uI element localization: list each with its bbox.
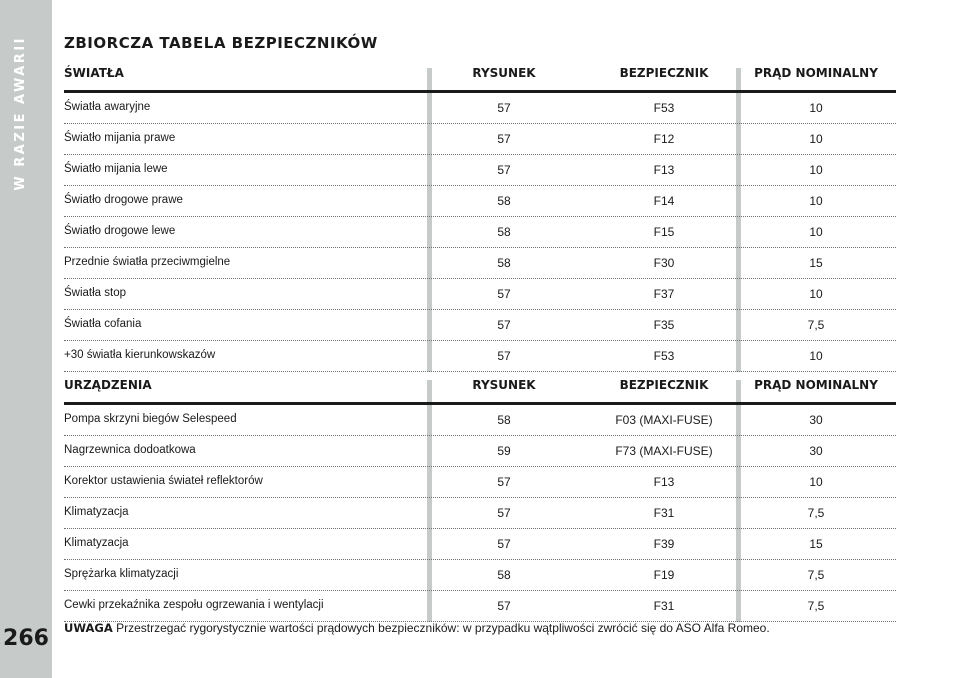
table-row bbox=[64, 279, 896, 310]
row-current: 10 bbox=[809, 194, 823, 208]
lights-table bbox=[64, 60, 896, 372]
header-fuse: BEZPIECZNIK bbox=[619, 378, 709, 392]
row-current: 15 bbox=[809, 537, 823, 551]
row-figure: 59 bbox=[497, 444, 511, 458]
row-current: 7,5 bbox=[807, 318, 825, 332]
table-row bbox=[64, 436, 896, 467]
sidebar bbox=[0, 0, 52, 678]
row-fuse: F03 (MAXI-FUSE) bbox=[615, 413, 713, 427]
row-fuse: F53 bbox=[653, 101, 675, 115]
table-row bbox=[64, 560, 896, 591]
row-name: Pompa skrzyni biegów Selespeed bbox=[64, 413, 237, 425]
header-name: URZĄDZENIA bbox=[64, 378, 152, 392]
row-current: 7,5 bbox=[807, 568, 825, 582]
row-name: Światło mijania lewe bbox=[64, 163, 168, 175]
note-label: UWAGA bbox=[64, 621, 113, 635]
devices-table bbox=[64, 372, 896, 622]
row-name: Światła stop bbox=[64, 287, 127, 299]
header-figure: RYSUNEK bbox=[472, 66, 536, 80]
page-number: 266 bbox=[3, 626, 49, 651]
table-row bbox=[64, 93, 896, 124]
row-figure: 58 bbox=[497, 194, 511, 208]
row-fuse: F14 bbox=[653, 194, 675, 208]
table-header bbox=[64, 372, 896, 402]
table-row bbox=[64, 467, 896, 498]
warning-note bbox=[64, 621, 770, 635]
row-fuse: F53 bbox=[653, 349, 675, 363]
row-figure: 57 bbox=[497, 475, 511, 489]
row-figure: 57 bbox=[497, 349, 511, 363]
row-figure: 58 bbox=[497, 256, 511, 270]
row-name: Korektor ustawienia świateł reflektorów bbox=[64, 475, 263, 487]
row-name: Przednie światła przeciwmgielne bbox=[64, 256, 231, 268]
row-fuse: F30 bbox=[653, 256, 675, 270]
row-current: 10 bbox=[809, 225, 823, 239]
row-current: 10 bbox=[809, 475, 823, 489]
row-current: 10 bbox=[809, 163, 823, 177]
row-current: 15 bbox=[809, 256, 823, 270]
row-current: 30 bbox=[809, 413, 823, 427]
row-current: 10 bbox=[809, 287, 823, 301]
row-name: Klimatyzacja bbox=[64, 506, 129, 518]
row-name: Światło mijania prawe bbox=[64, 132, 176, 144]
table-row bbox=[64, 186, 896, 217]
table-row bbox=[64, 124, 896, 155]
row-name: Światła awaryjne bbox=[64, 101, 151, 113]
row-fuse: F12 bbox=[653, 132, 675, 146]
row-fuse: F13 bbox=[653, 475, 675, 489]
row-figure: 58 bbox=[497, 225, 511, 239]
row-name: Nagrzewnica dodoatkowa bbox=[64, 444, 196, 456]
row-figure: 57 bbox=[497, 101, 511, 115]
row-current: 10 bbox=[809, 101, 823, 115]
row-fuse: F37 bbox=[653, 287, 675, 301]
row-current: 10 bbox=[809, 132, 823, 146]
row-current: 10 bbox=[809, 349, 823, 363]
row-name: Sprężarka klimatyzacji bbox=[64, 568, 179, 580]
row-fuse: F31 bbox=[653, 506, 675, 520]
header-figure: RYSUNEK bbox=[472, 378, 536, 392]
table-row bbox=[64, 341, 896, 372]
row-name: Światło drogowe lewe bbox=[64, 225, 176, 237]
table-header bbox=[64, 60, 896, 90]
header-current: PRĄD NOMINALNY bbox=[754, 378, 878, 392]
table-row bbox=[64, 310, 896, 341]
row-fuse: F15 bbox=[653, 225, 675, 239]
row-current: 7,5 bbox=[807, 506, 825, 520]
row-current: 7,5 bbox=[807, 599, 825, 613]
row-name: Światło drogowe prawe bbox=[64, 194, 183, 206]
table-row bbox=[64, 529, 896, 560]
table-row bbox=[64, 248, 896, 279]
note-text: Przestrzegać rygorystycznie wartości prądowych bezpieczników: w przypadku wątpliwości zwrócić się do ASO Alfa Romeo. bbox=[116, 621, 770, 635]
header-name: ŚWIATŁA bbox=[64, 66, 124, 80]
row-figure: 57 bbox=[497, 318, 511, 332]
row-fuse: F73 (MAXI-FUSE) bbox=[615, 444, 713, 458]
header-fuse: BEZPIECZNIK bbox=[619, 66, 709, 80]
row-figure: 57 bbox=[497, 287, 511, 301]
row-fuse: F31 bbox=[653, 599, 675, 613]
section-label: W RAZIE AWARII bbox=[13, 36, 28, 191]
row-figure: 57 bbox=[497, 163, 511, 177]
row-figure: 57 bbox=[497, 599, 511, 613]
row-fuse: F13 bbox=[653, 163, 675, 177]
table-row bbox=[64, 155, 896, 186]
table-row bbox=[64, 498, 896, 529]
row-current: 30 bbox=[809, 444, 823, 458]
table-row bbox=[64, 405, 896, 436]
row-fuse: F35 bbox=[653, 318, 675, 332]
row-name: Światła cofania bbox=[64, 318, 142, 330]
row-figure: 58 bbox=[497, 413, 511, 427]
header-current: PRĄD NOMINALNY bbox=[754, 66, 878, 80]
row-figure: 58 bbox=[497, 568, 511, 582]
row-figure: 57 bbox=[497, 537, 511, 551]
row-fuse: F19 bbox=[653, 568, 675, 582]
row-fuse: F39 bbox=[653, 537, 675, 551]
row-figure: 57 bbox=[497, 506, 511, 520]
page-title: ZBIORCZA TABELA BEZPIECZNIKÓW bbox=[64, 34, 378, 52]
row-name: Cewki przekaźnika zespołu ogrzewania i wentylacji bbox=[64, 599, 324, 611]
table-row bbox=[64, 217, 896, 248]
row-name: +30 światła kierunkowskazów bbox=[64, 349, 216, 361]
row-figure: 57 bbox=[497, 132, 511, 146]
table-row bbox=[64, 591, 896, 622]
row-name: Klimatyzacja bbox=[64, 537, 129, 549]
